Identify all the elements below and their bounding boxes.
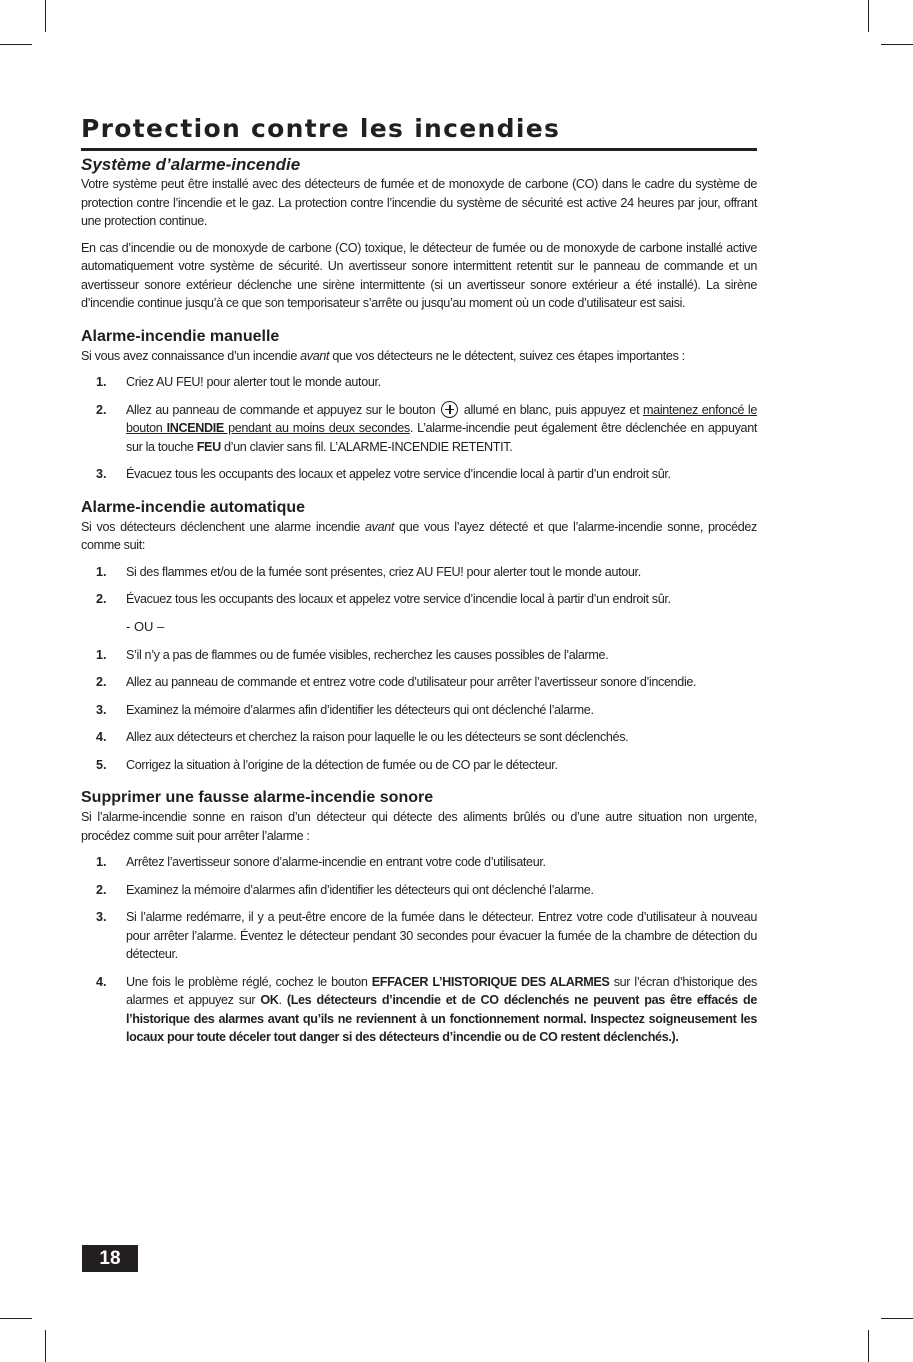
title-rule — [81, 148, 757, 151]
step-text: Si l’alarme redémarre, il y a peut-être encore de la fumée dans le détecteur. Entrez votre code d’utilisateur à nouveau pour arrêter l’alarme. Éventez le détecteur pendant 30 secondes pour évacuer la fumée de la chambre de détection du détecteur. — [126, 910, 757, 961]
false-alarm-steps — [81, 853, 757, 1047]
list-item — [81, 563, 757, 582]
crop-mark — [0, 44, 32, 45]
crop-mark — [868, 1330, 869, 1362]
false-alarm-intro: Si l’alarme-incendie sonne en raison d’un détecteur qui détecte des aliments brûlés ou d’une autre situation non urgente, procédez comme suit pour arrêter l’alarme : — [81, 810, 757, 843]
step-number: 2. — [96, 882, 107, 897]
step-number: 1. — [96, 564, 107, 579]
manual-steps — [81, 373, 757, 484]
step-number: 3. — [96, 910, 107, 924]
page-number: 18 — [82, 1245, 138, 1272]
crop-mark — [881, 44, 913, 45]
step-text: Examinez la mémoire d’alarmes afin d’identifier les détecteurs qui ont déclenché l’alarme. — [126, 702, 594, 717]
list-item — [81, 881, 757, 900]
step-number: 2. — [96, 592, 107, 606]
crop-mark — [881, 1318, 913, 1319]
step-text: Allez au panneau de commande et entrez votre code d’utilisateur pour arrêter l’avertisseur sonore d’incendie. — [126, 675, 697, 689]
step-number: 3. — [96, 467, 107, 481]
step-text: Allez aux détecteurs et cherchez la raison pour laquelle le ou les détecteurs se sont déclenchés. — [126, 730, 629, 744]
system-paragraph-1: Votre système peut être installé avec des détecteurs de fumée et de monoxyde de carbone (CO) dans le cadre du système de protection contre l’incendie et le gaz. La protection contre l’incendie du système de sécurité est active 24 heures par jour, offrant une protection continue. — [81, 177, 757, 228]
step-number: 4. — [96, 974, 107, 989]
step-text: Évacuez tous les occupants des locaux et appelez votre service d’incendie local à partir d’un endroit sûr. — [126, 592, 671, 606]
section-heading-system: Système d’alarme-incendie — [81, 155, 301, 174]
list-item — [81, 373, 757, 392]
auto-intro: Si vos détecteurs déclenchent une alarme incendie avant que vous l’ayez détecté et que l’alarme-incendie sonne, procédez comme suit: — [81, 519, 758, 552]
list-item — [81, 401, 757, 457]
list-item — [81, 673, 757, 692]
list-item — [81, 756, 757, 775]
manual-intro: Si vous avez connaissance d’un incendie avant que vos détecteurs ne le détectent, suivez ces étapes importantes : — [81, 348, 685, 363]
step-number: 3. — [96, 702, 107, 717]
step-text: Criez AU FEU! pour alerter tout le monde autour. — [126, 375, 381, 389]
step-number: 1. — [96, 855, 107, 869]
fire-button-icon — [441, 401, 458, 418]
crop-mark — [45, 1330, 46, 1362]
list-item — [81, 646, 757, 665]
step-number: 1. — [96, 375, 107, 389]
auto-steps-b — [81, 646, 757, 775]
step-text: Si des flammes et/ou de la fumée sont présentes, criez AU FEU! pour alerter tout le monde autour. — [126, 564, 641, 579]
step-text: Corrigez la situation à l’origine de la détection de fumée ou de CO par le détecteur. — [126, 757, 558, 772]
list-item — [81, 728, 757, 747]
step-number: 2. — [96, 675, 107, 689]
section-heading-auto: Alarme-incendie automatique — [81, 498, 306, 516]
list-item — [81, 973, 757, 1047]
step-text: Évacuez tous les occupants des locaux et appelez votre service d’incendie local à partir d’un endroit sûr. — [126, 467, 671, 481]
section-heading-manual: Alarme-incendie manuelle — [81, 327, 280, 345]
step-text: S’il n’y a pas de flammes ou de fumée visibles, recherchez les causes possibles de l’alarme. — [126, 647, 609, 662]
step-text: Une fois le problème réglé, cochez le bouton EFFACER L’HISTORIQUE DES ALARMES sur l’écran d’historique des alarmes et appuyez sur OK. (Les détecteurs d’incendie et de CO déclenchés ne peuvent pas être effacés de l’historique des alarmes avant qu’ils ne reviennent à un fonctionnement normal. Inspectez soigneusement les locaux pour toute déceler tout danger si des détecteurs d’incendie ou de CO restent déclenchés.). — [126, 974, 757, 1044]
step-text: Allez au panneau de commande et appuyez sur le bouton allumé en blanc, puis appuyez et maintenez enfoncé le bouton INCENDIE pendant au moins deux secondes. L’alarme-incendie peut également être déclenchée en appuyant sur la touche FEU d’un clavier sans fil. L’ALARME-INCENDIE RETENTIT. — [126, 402, 758, 454]
auto-steps-a — [81, 563, 757, 609]
page-title: Protection contre les incendies — [81, 114, 561, 143]
step-number: 4. — [96, 730, 107, 744]
page-content — [81, 112, 757, 1056]
list-item — [81, 853, 757, 872]
step-number: 1. — [96, 647, 107, 662]
step-number: 2. — [96, 402, 107, 417]
crop-mark — [45, 0, 46, 32]
list-item — [81, 908, 757, 964]
step-number: 5. — [96, 757, 107, 772]
system-paragraph-2: En cas d’incendie ou de monoxyde de carbone (CO) toxique, le détecteur de fumée ou de monoxyde de carbone installé active automatiquement votre système de sécurité. Un avertisseur sonore intermittent retentit sur le panneau de commande et un avertisseur sonore extérieur déclenche une sirène intermittente (si un avertisseur sonore extérieur a été installé). La sirène d’incendie continue jusqu’à ce que son temporisateur s’arrête ou jusqu’au moment où un code d’utilisateur est saisi. — [81, 240, 757, 310]
list-item — [81, 701, 757, 720]
list-item — [81, 465, 757, 484]
crop-mark — [868, 0, 869, 32]
or-separator: - OU – — [126, 618, 165, 634]
crop-mark — [0, 1318, 32, 1319]
section-heading-false-alarm: Supprimer une fausse alarme-incendie sonore — [81, 789, 434, 806]
step-text: Arrêtez l’avertisseur sonore d’alarme-incendie en entrant votre code d’utilisateur. — [126, 855, 546, 869]
list-item — [81, 590, 757, 609]
step-text: Examinez la mémoire d’alarmes afin d’identifier les détecteurs qui ont déclenché l’alarme. — [126, 882, 594, 897]
